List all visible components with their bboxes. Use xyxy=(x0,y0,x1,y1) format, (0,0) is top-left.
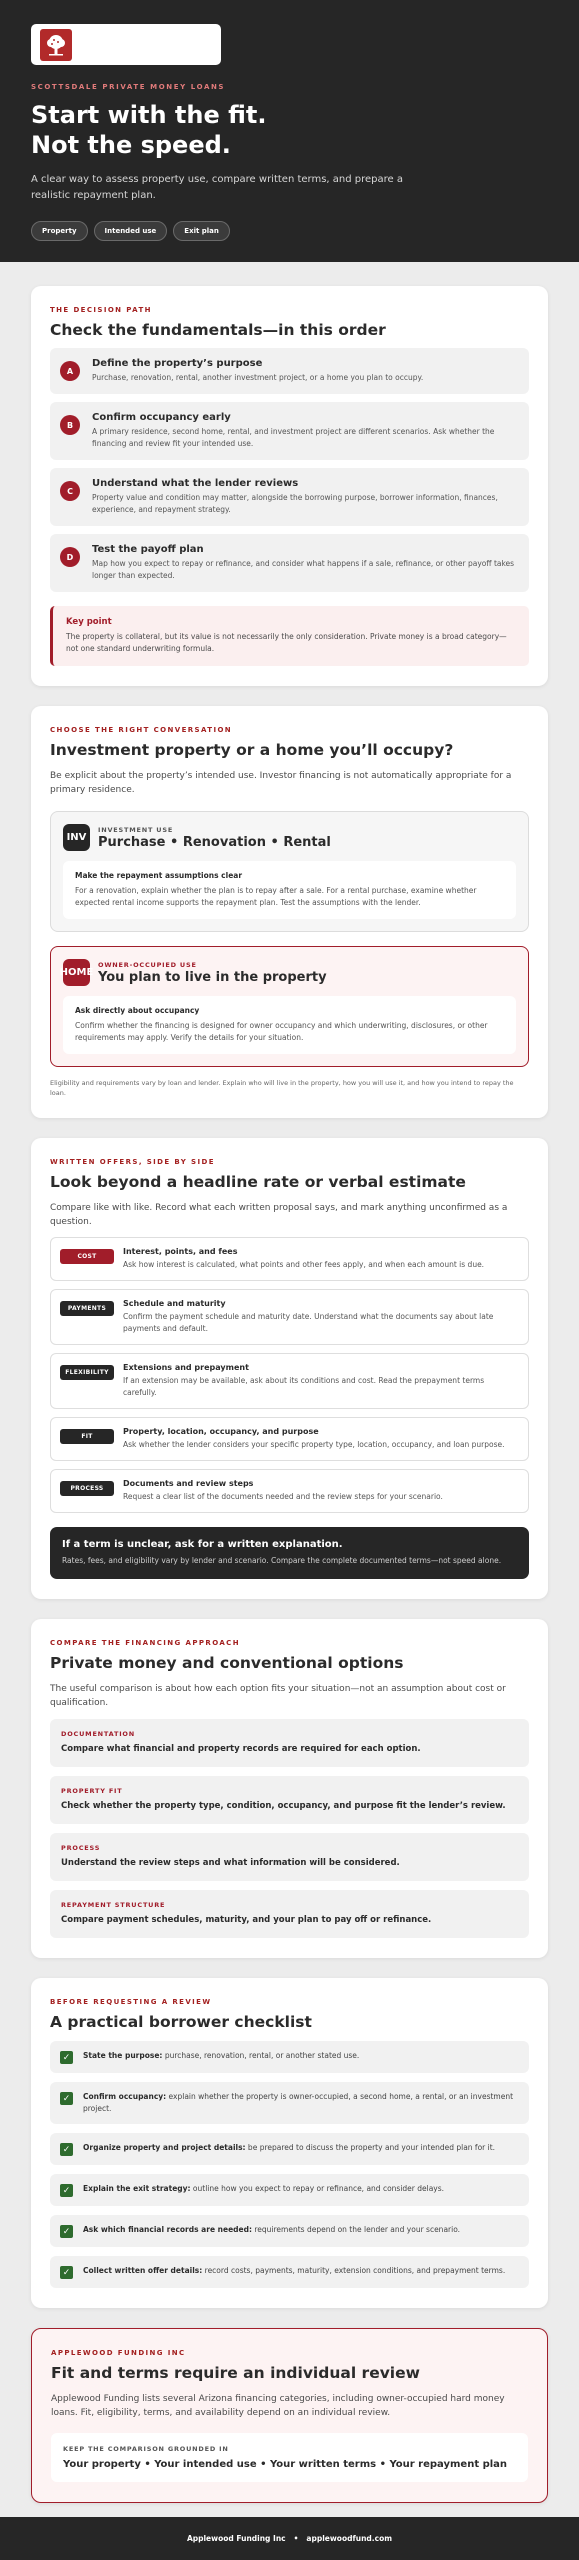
check-icon: ✓ xyxy=(60,2143,73,2156)
checklist-item xyxy=(50,2082,529,2124)
step-desc: A primary residence, second home, rental, and investment project are different scenarios. Ask whether the financing and review fit your intended use. xyxy=(92,427,495,448)
step-title: Define the property’s purpose xyxy=(92,358,263,369)
callout-title: If a term is unclear, ask for a written explanation. xyxy=(62,1539,343,1550)
check-icon: ✓ xyxy=(60,2092,73,2105)
key-point-desc: The property is collateral, but its value is not necessarily the only consideration. Private money is a broad category—not one standard underwriting formula. xyxy=(66,632,507,653)
approach-label: PROCESS xyxy=(61,1844,101,1852)
owner-occupied-card xyxy=(50,946,529,1067)
use-label: OWNER-OCCUPIED USE xyxy=(98,960,197,969)
footer-site-link[interactable]: applewoodfund.com xyxy=(306,2534,393,2543)
section-title: Private money and conventional options xyxy=(50,1654,404,1672)
footer-separator: • xyxy=(293,2534,299,2543)
use-detail-title: Make the repayment assumptions clear xyxy=(75,871,243,880)
checklist-item-bold: Ask which financial records are needed: xyxy=(83,2225,252,2234)
step-number: A xyxy=(60,361,80,381)
closing-section xyxy=(31,2328,548,2503)
section-intro: Applewood Funding lists several Arizona financing categories, including owner-occupied hard money loans. Fit, eligibility, terms, and availability depend on an individual review. xyxy=(51,2394,505,2418)
checklist-item-text: purchase, renovation, rental, or another stated use. xyxy=(162,2051,360,2060)
check-icon: ✓ xyxy=(60,2266,73,2279)
approach-item xyxy=(50,1833,529,1881)
offer-title: Property, location, occupancy, and purpose xyxy=(123,1427,319,1436)
pill-property[interactable]: Property xyxy=(31,221,88,241)
use-title: You plan to live in the property xyxy=(98,969,327,985)
checklist-item-text: be prepared to discuss the property and your intended plan for it. xyxy=(245,2143,496,2152)
step-desc: Map how you expect to repay or refinance, and consider what happens if a sale, refinance, or other payoff takes longer than expected. xyxy=(92,559,515,580)
checklist-item xyxy=(50,2041,529,2073)
approach-item xyxy=(50,1776,529,1824)
step-desc: Purchase, renovation, rental, another investment project, or a home you plan to occupy. xyxy=(92,373,424,382)
decision-section xyxy=(31,286,548,686)
checklist-item xyxy=(50,2256,529,2288)
use-detail-desc: Confirm whether the financing is designed for owner occupancy and which underwriting, disclosures, or other requirements may apply. Verify the details for your situation. xyxy=(75,1021,488,1042)
approach-label: DOCUMENTATION xyxy=(61,1730,135,1738)
checklist-item-bold: Organize property and project details: xyxy=(83,2143,246,2152)
check-icon: ✓ xyxy=(60,2225,73,2238)
section-title: Fit and terms require an individual review xyxy=(51,2364,420,2382)
step-item xyxy=(50,402,529,460)
tree-logo-icon xyxy=(40,29,72,61)
offer-desc: If an extension may be available, ask about its conditions and cost. Read the prepayment terms carefully. xyxy=(123,1376,485,1397)
offer-item xyxy=(50,1289,529,1345)
hero-lead: A clear way to assess property use, compare written terms, and prepare a realistic repayment plan. xyxy=(31,174,403,201)
approach-item xyxy=(50,1719,529,1767)
offer-tag: PROCESS xyxy=(60,1481,114,1496)
section-title: A practical borrower checklist xyxy=(50,2013,312,2031)
use-title: Purchase • Renovation • Rental xyxy=(98,834,331,850)
footer-company: Applewood Funding Inc xyxy=(186,2534,286,2543)
offer-tag: COST xyxy=(60,1249,114,1264)
approach-text: Understand the review steps and what information will be considered. xyxy=(61,1858,400,1868)
approach-item xyxy=(50,1890,529,1938)
investment-use-card xyxy=(50,811,529,932)
step-title: Test the payoff plan xyxy=(92,544,204,555)
offer-desc: Confirm the payment schedule and maturity date. Understand what the documents say about late payments and default. xyxy=(123,1312,494,1333)
section-eyebrow: CHOOSE THE RIGHT CONVERSATION xyxy=(50,726,233,734)
checklist-item-text: explain whether the property is owner-occupied, a second home, a rental, or an investment project. xyxy=(83,2092,514,2113)
step-number: B xyxy=(60,415,80,435)
use-detail-title: Ask directly about occupancy xyxy=(75,1006,200,1015)
approach-text: Check whether the property type, condition, occupancy, and purpose fit the lender’s review. xyxy=(61,1801,506,1811)
step-title: Confirm occupancy early xyxy=(92,412,231,423)
offer-title: Extensions and prepayment xyxy=(123,1363,249,1372)
pill-intended-use[interactable]: Intended use xyxy=(94,221,168,241)
checklist-item xyxy=(50,2174,529,2206)
checklist-item xyxy=(50,2215,529,2247)
callout-desc: Rates, fees, and eligibility vary by lender and scenario. Compare the complete documented terms—not speed alone. xyxy=(62,1556,502,1565)
section-eyebrow: COMPARE THE FINANCING APPROACH xyxy=(50,1639,240,1647)
eligibility-note: Eligibility and requirements vary by loan and lender. Explain who will live in the property, how you will use it, and how you intend to repay the loan. xyxy=(50,1079,514,1097)
checklist-item-text: outline how you expect to repay or refinance, and consider delays. xyxy=(190,2184,445,2193)
checklist-item-bold: Collect written offer details: xyxy=(83,2266,203,2275)
section-eyebrow: WRITTEN OFFERS, SIDE BY SIDE xyxy=(50,1158,215,1166)
offer-desc: Ask how interest is calculated, what points and other fees apply, and when each amount is due. xyxy=(123,1260,485,1269)
written-explanation-callout xyxy=(50,1527,529,1579)
section-title: Check the fundamentals—in this order xyxy=(50,321,386,339)
logo[interactable] xyxy=(31,24,221,65)
offers-section xyxy=(31,1138,548,1599)
home-badge: HOME xyxy=(63,959,90,986)
approach-label: PROPERTY FIT xyxy=(61,1787,123,1795)
section-intro: Compare like with like. Record what each written proposal says, and mark anything unconfirmed as a question. xyxy=(50,1203,508,1227)
section-title: Investment property or a home you’ll occupy? xyxy=(50,741,454,759)
offer-desc: Request a clear list of the documents needed and the review steps for your scenario. xyxy=(123,1492,443,1501)
comparison-grounding xyxy=(51,2433,528,2482)
checklist-item-text: record costs, payments, maturity, extension conditions, and prepayment terms. xyxy=(202,2266,506,2275)
section-title: Look beyond a headline rate or verbal estimate xyxy=(50,1173,466,1191)
approach-text: Compare payment schedules, maturity, and your plan to pay off or refinance. xyxy=(61,1915,432,1925)
section-eyebrow: BEFORE REQUESTING A REVIEW xyxy=(50,1998,212,2006)
checklist-item-text: requirements depend on the lender and your scenario. xyxy=(251,2225,461,2234)
approach-label: REPAYMENT STRUCTURE xyxy=(61,1901,166,1909)
grounding-label: KEEP THE COMPARISON GROUNDED IN xyxy=(63,2445,229,2453)
offer-item xyxy=(50,1237,529,1281)
offer-title: Schedule and maturity xyxy=(123,1299,226,1308)
step-item xyxy=(50,348,529,394)
offer-tag: FLEXIBILITY xyxy=(60,1365,114,1380)
offer-tag: FIT xyxy=(60,1429,114,1444)
hero-title-line1: Start with the fit. xyxy=(31,101,267,129)
approach-section xyxy=(31,1619,548,1958)
section-eyebrow: APPLEWOOD FUNDING INC xyxy=(51,2349,186,2357)
key-point-callout xyxy=(50,606,529,666)
section-eyebrow: THE DECISION PATH xyxy=(50,306,152,314)
checklist-section xyxy=(31,1978,548,2308)
use-detail xyxy=(63,861,516,919)
footer xyxy=(0,2517,579,2560)
step-item xyxy=(50,534,529,592)
key-point-title: Key point xyxy=(66,617,112,627)
checklist-item xyxy=(50,2133,529,2165)
pill-exit-plan[interactable]: Exit plan xyxy=(173,221,230,241)
use-label: INVESTMENT USE xyxy=(98,825,174,834)
checklist-item-bold: Confirm occupancy: xyxy=(83,2092,167,2101)
checklist-item-bold: Explain the exit strategy: xyxy=(83,2184,191,2193)
step-number: C xyxy=(60,481,80,501)
section-intro: Be explicit about the property’s intended use. Investor financing is not automatically appropriate for a primary residence. xyxy=(50,771,512,795)
use-detail-desc: For a renovation, explain whether the plan is to repay after a sale. For a rental purchase, examine whether expected rental income supports the repayment plan. Test the assumptions with the lender. xyxy=(75,886,477,907)
check-icon: ✓ xyxy=(60,2051,73,2064)
offer-tag: PAYMENTS xyxy=(60,1301,114,1316)
offer-title: Interest, points, and fees xyxy=(123,1247,238,1256)
hero-title xyxy=(31,100,548,160)
approach-text: Compare what financial and property records are required for each option. xyxy=(61,1744,421,1754)
offer-item xyxy=(50,1417,529,1461)
conversation-section xyxy=(31,706,548,1118)
section-intro: The useful comparison is about how each option fits your situation—not an assumption about cost or qualification. xyxy=(50,1684,506,1708)
step-desc: Property value and condition may matter, alongside the borrowing purpose, borrower information, finances, experience, and repayment strategy. xyxy=(92,493,498,514)
hero-pills xyxy=(31,221,548,241)
offer-item xyxy=(50,1353,529,1409)
step-title: Understand what the lender reviews xyxy=(92,478,299,489)
offer-title: Documents and review steps xyxy=(123,1479,254,1488)
check-icon: ✓ xyxy=(60,2184,73,2197)
step-number: D xyxy=(60,547,80,567)
step-item xyxy=(50,468,529,526)
hero-eyebrow: SCOTTSDALE PRIVATE MONEY LOANS xyxy=(31,83,226,91)
grounding-text: Your property • Your intended use • Your written terms • Your repayment plan xyxy=(63,2459,508,2470)
offer-item xyxy=(50,1469,529,1513)
use-detail xyxy=(63,996,516,1054)
hero xyxy=(0,0,579,262)
offer-desc: Ask whether the lender considers your specific property type, location, occupancy, and loan purpose. xyxy=(123,1440,505,1449)
hero-title-line2: Not the speed. xyxy=(31,131,231,159)
checklist-item-bold: State the purpose: xyxy=(83,2051,163,2060)
inv-badge: INV xyxy=(63,824,90,851)
